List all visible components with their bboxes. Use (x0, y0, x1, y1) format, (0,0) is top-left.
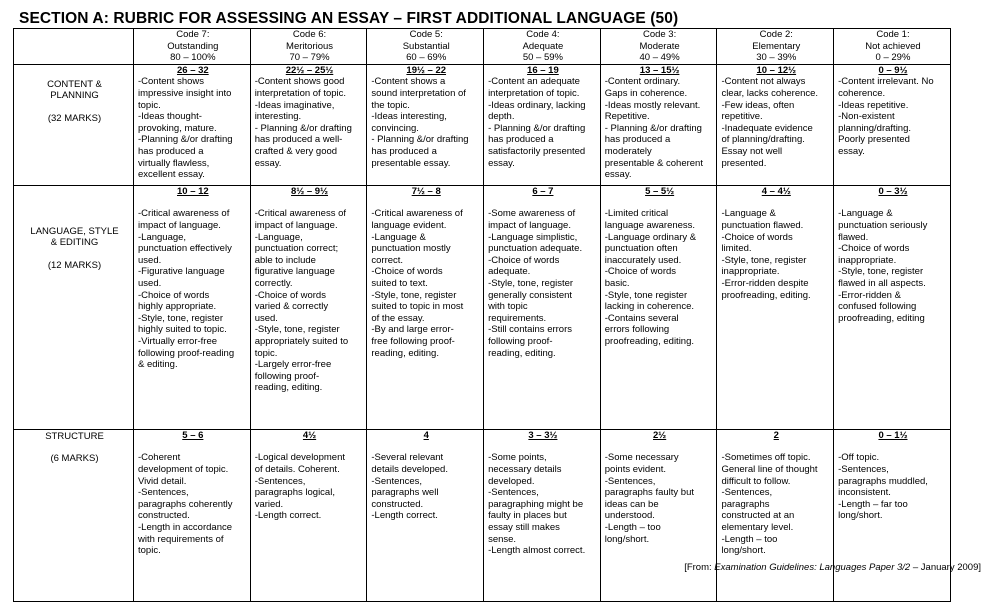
descriptor-text: -Content irrelevant. No coherence. -Ideas repetitive. -Non-existent planning/drafting. Poorly presented essay. (838, 76, 934, 157)
mark-band: 10 – 12 (176, 185, 209, 197)
descriptor-text: -Critical awareness of impact of language. -Language, punctuation correct; able to include figurative language correctly. -Choice of words varied & correctly used. -Style, tone, register appropriately suited to topic. -Largely error-free following proof- reading, editing. (254, 208, 349, 394)
criterion-cell (14, 185, 134, 429)
rubric-table (13, 28, 951, 602)
criterion-marks: (6 MARKS) (50, 453, 99, 465)
code-number: Code 7: (176, 29, 210, 40)
criterion-row-content-planning (14, 64, 951, 185)
mark-band: 10 – 12½ (756, 64, 797, 76)
code-label: Meritorious (286, 40, 334, 52)
descriptor-text: -Language & punctuation seriously flawed. -Choice of words inappropriate. -Style, tone, register flawed in all aspects. -Error-ridden & confused following proofreading, editing (838, 208, 928, 324)
rubric-cell (717, 64, 834, 185)
header-row (14, 29, 951, 65)
mark-band: 3 – 3½ (528, 429, 558, 441)
source-prefix: [From: (684, 562, 715, 573)
criterion-row-language-style-editing (14, 185, 951, 429)
mark-band: 19½ – 22 (406, 64, 447, 76)
code-number: Code 3: (642, 29, 677, 40)
code-number: Code 1: (876, 29, 910, 40)
descriptor-text: -Limited critical language awareness. -Language ordinary & punctuation often inaccurately used. -Choice of words basic. -Style, tone register lacking in coherence. -Contains several errors following proofreading, editing. (604, 208, 697, 347)
source-suffix: – January 2009] (910, 562, 981, 573)
code-range: 40 – 49% (639, 52, 680, 64)
descriptor-text: -Critical awareness of impact of language. -Language, punctuation effectively used. -Figurative language used. -Choice of words highly appropriate. -Style, tone, register highly suited to topic. -Virtually error-free following proof-reading & editing. (138, 208, 235, 371)
code-header (834, 29, 951, 65)
code-label: Adequate (522, 40, 564, 52)
source-citation (684, 562, 981, 573)
rubric-cell (484, 185, 601, 429)
rubric-cell (367, 64, 484, 185)
criterion-name: LANGUAGE, STYLE & EDITING (30, 225, 119, 249)
code-number: Code 5: (409, 29, 443, 40)
descriptor-text: -Logical development of details. Coherent. -Sentences, paragraphs logical, varied. -Length correct. (254, 452, 345, 522)
descriptor-text: -Sometimes off topic. General line of thought difficult to follow. -Sentences, paragraphs constructed at an elementary level. -Length – too long/short. (721, 452, 818, 557)
rubric-cell (600, 429, 717, 601)
rubric-cell (834, 429, 951, 601)
mark-band: 0 – 3½ (878, 185, 908, 197)
criterion-row-structure (14, 429, 951, 601)
rubric-cell (134, 429, 251, 601)
rubric-cell (250, 185, 367, 429)
descriptor-text: -Content not always clear, lacks coherence. -Few ideas, often repetitive. -Inadequate evidence of planning/drafting. Essay not well presented. (721, 76, 819, 169)
descriptor-text: -Off topic. -Sentences, paragraphs muddled, inconsistent. -Length – far too long/short. (838, 452, 928, 522)
mark-band: 2½ (652, 429, 667, 441)
rubric-cell (484, 429, 601, 601)
rubric-cell (834, 64, 951, 185)
code-number: Code 6: (292, 29, 327, 40)
mark-band: 6 – 7 (532, 185, 554, 197)
page-title: SECTION A: RUBRIC FOR ASSESSING AN ESSAY – FIRST ADDITIONAL LANGUAGE (50) (19, 10, 679, 27)
code-label: Outstanding (167, 40, 219, 52)
criterion-marks: (12 MARKS) (47, 259, 102, 271)
mark-band: 4½ (302, 429, 317, 441)
code-header (484, 29, 601, 65)
code-header (250, 29, 367, 65)
rubric-cell (717, 185, 834, 429)
descriptor-text: -Several relevant details developed. -Sentences, paragraphs well constructed. -Length correct. (371, 452, 448, 522)
code-header (367, 29, 484, 65)
mark-band: 8½ – 9½ (291, 185, 329, 197)
mark-band: 22½ – 25½ (285, 64, 334, 76)
mark-band: 0 – 1½ (878, 429, 908, 441)
descriptor-text: -Content shows a sound interpretation of the topic. -Ideas interesting, convincing. - Planning &/or drafting has produced a presentable essay. (371, 76, 469, 169)
criterion-name: STRUCTURE (45, 430, 104, 442)
corner-cell (14, 29, 134, 65)
descriptor-text: -Some awareness of impact of language. -Language simplistic, punctuation adequate. -Choice of words adequate. -Style, tone, register generally consistent with topic requirements. -Still contains errors following proof- reading, editing. (488, 208, 583, 359)
rubric-cell (134, 64, 251, 185)
descriptor-text: -Some necessary points evident. -Sentences, paragraphs faulty but ideas can be understood. -Length – too long/short. (604, 452, 695, 545)
code-label: Substantial (402, 40, 450, 52)
code-header (134, 29, 251, 65)
mark-band: 5 – 6 (182, 429, 204, 441)
descriptor-text: -Some points, necessary details developed. -Sentences, paragraphing might be faulty in places but essay still makes sense. -Length almost correct. (488, 452, 586, 557)
source-title: Examination Guidelines: Languages Paper 3/2 (714, 562, 911, 573)
mark-band: 0 – 9½ (878, 64, 908, 76)
code-range: 0 – 29% (875, 52, 911, 64)
rubric-cell (134, 185, 251, 429)
code-range: 60 – 69% (406, 52, 447, 64)
criterion-marks: (32 MARKS) (47, 112, 102, 124)
descriptor-text: -Content an adequate interpretation of topic. -Ideas ordinary, lacking depth. - Planning &/or drafting has produced a satisfactorily presented essay. (488, 76, 586, 169)
code-label: Elementary (752, 40, 801, 52)
mark-band: 4 (423, 429, 429, 441)
mark-band: 5 – 5½ (645, 185, 675, 197)
descriptor-text: -Language & punctuation flawed. -Choice of words limited. -Style, tone, register inappropriate. -Error-ridden despite proofreading, editing. (721, 208, 811, 301)
mark-band: 26 – 32 (176, 64, 209, 76)
mark-band: 7½ – 8 (411, 185, 441, 197)
descriptor-text: -Content shows good interpretation of topic. -Ideas imaginative, interesting. - Planning &/or drafting has produced a well- crafted & very good essay. (254, 76, 352, 169)
criterion-cell (14, 64, 134, 185)
code-range: 30 – 39% (756, 52, 797, 64)
rubric-cell (717, 429, 834, 601)
mark-band: 13 – 15½ (639, 64, 680, 76)
rubric-cell (600, 64, 717, 185)
mark-band: 16 – 19 (527, 64, 559, 76)
code-number: Code 2: (759, 29, 793, 40)
code-range: 70 – 79% (289, 52, 330, 64)
descriptor-text: -Content shows impressive insight into topic. -Ideas thought- provoking, mature. -Planning &/or drafting has produced a virtually flawless, excellent essay. (138, 76, 233, 181)
mark-band: 4 – 4½ (761, 185, 791, 197)
rubric-cell (250, 429, 367, 601)
mark-band: 2 (773, 429, 779, 441)
code-range: 80 – 100% (170, 52, 216, 64)
rubric-cell (367, 185, 484, 429)
rubric-cell (250, 64, 367, 185)
descriptor-text: -Content ordinary. Gaps in coherence. -Ideas mostly relevant. Repetitive. - Planning &/or drafting has produced a moderately presentable & coherent essay. (604, 76, 703, 181)
descriptor-text: -Critical awareness of language evident. -Language & punctuation mostly correct. -Choice of words suited to text. -Style, tone, register suited to topic in most of the essay. -By and large error- free following proof- reading, editing. (371, 208, 464, 359)
rubric-cell (600, 185, 717, 429)
rubric-cell (367, 429, 484, 601)
rubric-cell (834, 185, 951, 429)
code-header (600, 29, 717, 65)
code-number: Code 4: (526, 29, 560, 40)
code-header (717, 29, 834, 65)
criterion-name: CONTENT & PLANNING (47, 78, 102, 102)
code-label: Moderate (639, 40, 680, 52)
criterion-cell (14, 429, 134, 601)
code-range: 50 – 59% (522, 52, 563, 64)
rubric-cell (484, 64, 601, 185)
descriptor-text: -Coherent development of topic. Vivid detail. -Sentences, paragraphs coherently constructed. -Length in accordance with requirements of topic. (138, 452, 233, 557)
code-label: Not achieved (865, 40, 921, 52)
